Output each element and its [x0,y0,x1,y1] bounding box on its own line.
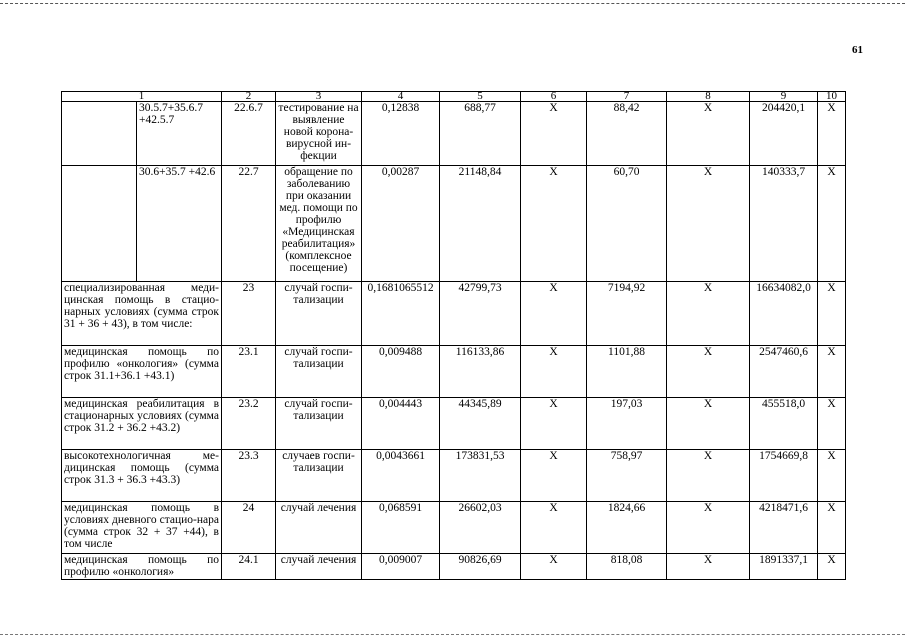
table-row [62,502,846,554]
x-cell: X [667,282,750,346]
x-cell: X [667,554,750,580]
x-cell: X [667,450,750,502]
x-cell: X [521,450,587,502]
value-cell: 7194,92 [587,282,667,346]
norm-cell: 0,00287 [362,166,440,282]
header-cell: 8 [667,92,750,102]
norm-cell: 0,068591 [362,502,440,554]
value-cell: 758,97 [587,450,667,502]
x-cell: X [818,554,846,580]
value-cell: 1101,88 [587,346,667,398]
x-cell: X [521,346,587,398]
x-cell: X [667,398,750,450]
value-cell: 88,42 [587,102,667,166]
x-cell: X [818,398,846,450]
row-name-cell: специализированная меди-цинская помощь в стацио-нарных условиях (сумма строк 31 + 36 + 43), в том числе: [62,282,222,346]
x-cell: X [521,502,587,554]
code-cell: 23.2 [222,398,276,450]
code-cell: 24.1 [222,554,276,580]
table-row [62,450,846,502]
x-cell: X [521,282,587,346]
blank-cell [62,166,137,282]
table-row [62,166,846,282]
value-cell: 1824,66 [587,502,667,554]
table-row [62,282,846,346]
value-cell: 60,70 [587,166,667,282]
x-cell: X [521,166,587,282]
x-cell: X [667,102,750,166]
unit-cell: случай госпи-тализации [276,346,362,398]
x-cell: X [818,502,846,554]
cost-cell: 116133,86 [440,346,521,398]
page-number: 61 [852,44,863,56]
x-cell: X [818,102,846,166]
unit-cell: случаев госпи-тализации [276,450,362,502]
sum-cell: 2547460,6 [750,346,818,398]
cost-cell: 44345,89 [440,398,521,450]
top-scan-line [0,3,905,4]
norm-cell: 0,004443 [362,398,440,450]
norm-cell: 0,009007 [362,554,440,580]
blank-cell [62,102,137,166]
norm-cell: 0,1681065512 [362,282,440,346]
sum-cell: 140333,7 [750,166,818,282]
x-cell: X [667,166,750,282]
row-name-cell: высокотехнологичная ме-дицинская помощь (сумма строк 31.3 + 36.3 +43.3) [62,450,222,502]
header-cell: 1 [62,92,222,102]
row-name-cell: медицинская реабилитация в стационарных условиях (сумма строк 31.2 + 36.2 +43.2) [62,398,222,450]
x-cell: X [818,346,846,398]
code-cell: 23 [222,282,276,346]
header-cell: 10 [818,92,846,102]
sum-cell: 1891337,1 [750,554,818,580]
unit-cell: тестирование на выявление новой корона-вирусной ин-фекции [276,102,362,166]
value-cell: 197,03 [587,398,667,450]
sum-cell: 455518,0 [750,398,818,450]
table-row [62,554,846,580]
sum-cell: 1754669,8 [750,450,818,502]
sum-cell: 204420,1 [750,102,818,166]
row-name-cell: медицинская помощь по профилю «онкология» [62,554,222,580]
code-cell: 22.6.7 [222,102,276,166]
cost-cell: 173831,53 [440,450,521,502]
cost-cell: 688,77 [440,102,521,166]
unit-cell: случай лечения [276,502,362,554]
x-cell: X [818,450,846,502]
norm-cell: 0,12838 [362,102,440,166]
header-cell: 4 [362,92,440,102]
code-cell: 24 [222,502,276,554]
code-cell: 23.3 [222,450,276,502]
x-cell: X [521,554,587,580]
unit-cell: случай госпи-тализации [276,398,362,450]
code-cell: 23.1 [222,346,276,398]
unit-cell: обращение по заболеванию при оказании мед. помощи по профилю «Медицинская реабилитация» (комплексное посещение) [276,166,362,282]
header-cell: 9 [750,92,818,102]
lines-cell: 30.6+35.7 +42.6 [137,166,222,282]
row-name-cell: медицинская помощь в условиях дневного стацио-нара (сумма строк 32 + 37 +44), в том числе [62,502,222,554]
header-cell: 2 [222,92,276,102]
bottom-scan-line [0,634,905,635]
norm-cell: 0,009488 [362,346,440,398]
x-cell: X [667,502,750,554]
header-cell: 3 [276,92,362,102]
x-cell: X [818,282,846,346]
row-name-cell: медицинская помощь по профилю «онкология» (сумма строк 31.1+36.1 +43.1) [62,346,222,398]
cost-cell: 42799,73 [440,282,521,346]
header-cell: 6 [521,92,587,102]
x-cell: X [667,346,750,398]
header-row [62,92,846,102]
table-row [62,398,846,450]
cost-cell: 90826,69 [440,554,521,580]
header-cell: 7 [587,92,667,102]
table-row [62,346,846,398]
data-table [61,91,846,580]
cost-cell: 21148,84 [440,166,521,282]
cost-cell: 26602,03 [440,502,521,554]
code-cell: 22.7 [222,166,276,282]
unit-cell: случай госпи-тализации [276,282,362,346]
value-cell: 818,08 [587,554,667,580]
lines-cell: 30.5.7+35.6.7 +42.5.7 [137,102,222,166]
x-cell: X [521,102,587,166]
x-cell: X [521,398,587,450]
unit-cell: случай лечения [276,554,362,580]
x-cell: X [818,166,846,282]
sum-cell: 16634082,0 [750,282,818,346]
norm-cell: 0,0043661 [362,450,440,502]
sum-cell: 4218471,6 [750,502,818,554]
table-row [62,102,846,166]
header-cell: 5 [440,92,521,102]
